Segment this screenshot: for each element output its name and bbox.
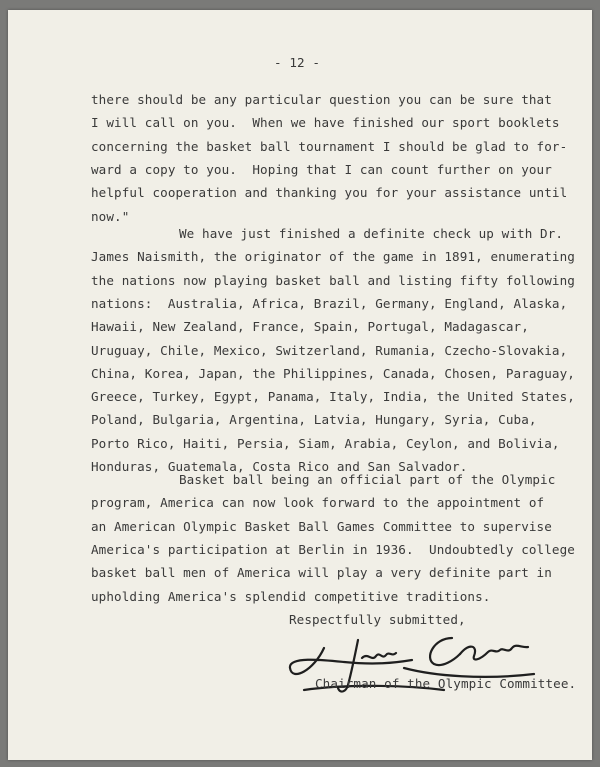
- text-line: Poland, Bulgaria, Argentina, Latvia, Hungary, Syria, Cuba,: [91, 412, 537, 428]
- text-line: We have just finished a definite check up with Dr.: [179, 226, 564, 241]
- text-line: Uruguay, Chile, Mexico, Switzerland, Rumania, Czecho-Slovakia,: [91, 342, 568, 358]
- text-line: Basket ball being an official part of the Olympic: [179, 472, 556, 487]
- text-line: China, Korea, Japan, the Philippines, Canada, Chosen, Paraguay,: [91, 365, 575, 381]
- text-line: basket ball men of America will play a very definite part in: [91, 565, 552, 581]
- text-line: Honduras, Guatemala, Costa Rico and San Salvador.: [91, 459, 468, 474]
- text-line: America's participation at Berlin in 1936. Undoubtedly college: [91, 541, 575, 557]
- text-line: concerning the basket ball tournament I should be glad to for-: [91, 138, 568, 154]
- signer-title: Chairman of the Olympic Committee.: [315, 676, 577, 691]
- closing-line: Respectfully submitted,: [289, 612, 466, 627]
- text-line: the nations now playing basket ball and listing fifty following: [91, 272, 575, 288]
- text-line: helpful cooperation and thanking you for your assistance until: [91, 185, 568, 201]
- text-line: now.": [91, 208, 130, 224]
- page-number: - 12 -: [274, 55, 321, 70]
- text-line: upholding America's splendid competitive traditions.: [91, 588, 491, 604]
- text-line: an American Olympic Basket Ball Games Committee to supervise: [91, 518, 552, 534]
- text-line: nations: Australia, Africa, Brazil, Germany, England, Alaska,: [91, 295, 568, 311]
- text-line: Hawaii, New Zealand, France, Spain, Portugal, Madagascar,: [91, 319, 529, 335]
- text-line: I will call on you. When we have finished our sport booklets: [91, 115, 560, 131]
- text-line: Greece, Turkey, Egypt, Panama, Italy, India, the United States,: [91, 389, 575, 405]
- text-line: James Naismith, the originator of the game in 1891, enumerating: [91, 249, 575, 265]
- text-line: ward a copy to you. Hoping that I can count further on your: [91, 161, 552, 177]
- text-line: program, America can now look forward to the appointment of: [91, 495, 545, 511]
- text-line: Porto Rico, Haiti, Persia, Siam, Arabia, Ceylon, and Bolivia,: [91, 435, 560, 451]
- text-line: there should be any particular question you can be sure that: [91, 92, 552, 107]
